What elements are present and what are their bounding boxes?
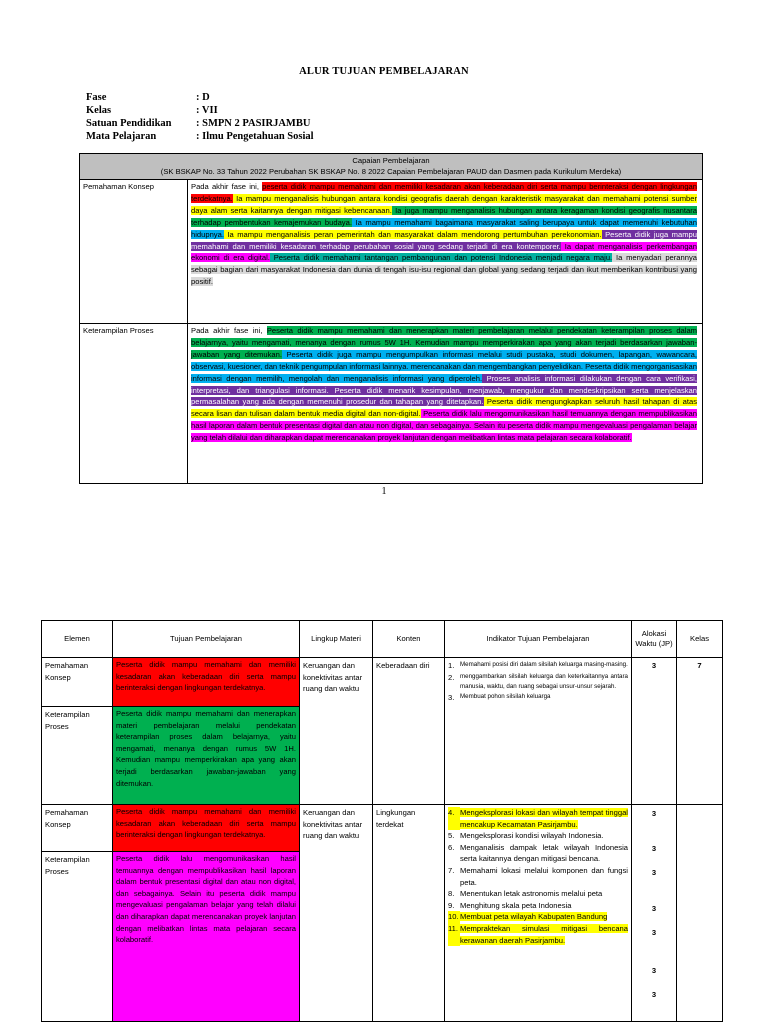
table-row-lingkup: Keruangan dan konektivitas antar ruang dan waktu bbox=[300, 805, 373, 1022]
table-row-indikator bbox=[445, 658, 632, 805]
capaian-element-keterampilan: Keterampilan Proses bbox=[80, 324, 188, 484]
list-item bbox=[448, 888, 628, 900]
list-item-text: Menentukan letak astronomis melalui peta bbox=[460, 889, 603, 899]
list-item-text: Membuat peta wilayah Kabupaten Bandung bbox=[460, 912, 608, 922]
list-item bbox=[448, 842, 628, 865]
page-number: 1 bbox=[381, 486, 387, 497]
list-item bbox=[448, 672, 628, 693]
list-item-number: 3. bbox=[448, 693, 455, 703]
header-alokasi: Alokasi Waktu (JP) bbox=[632, 621, 677, 658]
alokasi-value: 3 bbox=[651, 868, 657, 877]
list-item-number: 2. bbox=[448, 672, 455, 682]
capaian-segment: Peserta didik mengungkapkan seluruh hasil tahapan di atas secara lisan dan tulisan dalam bentuk media digital dan non-digital. bbox=[191, 397, 697, 419]
meta-fase: Fase : D bbox=[86, 92, 210, 103]
meta-kelas: Kelas : VII bbox=[86, 105, 218, 116]
table-row-indikator bbox=[445, 805, 632, 1022]
header-konten: Konten bbox=[373, 621, 445, 658]
header-elemen: Elemen bbox=[42, 621, 113, 658]
tujuan-pembelajaran-table bbox=[41, 620, 723, 1022]
header-indikator: Indikator Tujuan Pembelajaran bbox=[445, 621, 632, 658]
list-item bbox=[448, 900, 628, 912]
list-item bbox=[448, 807, 628, 830]
alokasi-value: 3 bbox=[651, 904, 657, 913]
table-row-tujuan: Peserta didik mampu memahami dan memiliki kesadaran akan keberadaan diri serta mampu berinteraksi dengan lingkungan terdekatnya. bbox=[113, 658, 300, 707]
alokasi-value: 3 bbox=[651, 990, 657, 999]
indikator-list bbox=[448, 660, 628, 704]
list-item-number: 8. bbox=[448, 889, 455, 899]
table-row-elemen: Pemahaman Konsep bbox=[42, 805, 113, 852]
list-item-number: 7. bbox=[448, 865, 455, 875]
capaian-segment: peserta didik mampu memahami dan memiliki kesadaran akan keberadaan diri serta mampu berinteraksi dengan lingkungan terdekatnya. bbox=[191, 182, 697, 203]
capaian-segment: Peserta didik juga mampu mengumpulkan informasi melalui studi pustaka, studi dokumen, lapangan, wawancara, observasi, kuesioner, dan teknik pengumpulan informasi lainnya. merencanakan dan mengembangkan penyelidikan. Peserta didik mengorganisasikan informasi dengan memilih, mengolah dan menganalisis informasi yang diperoleh. bbox=[191, 349, 697, 383]
list-item-text: Memahami lokasi melalui komponen dan fungsi peta. bbox=[460, 865, 628, 887]
capaian-segment: Ia mampu memahami bagaimana masyarakat saling berupaya untuk dapat memenuhi kebutuhan hidupnya. bbox=[191, 217, 697, 239]
list-item-text: Menghitung skala peta Indonesia bbox=[460, 900, 572, 910]
table-row-alokasi bbox=[632, 805, 677, 1022]
capaian-segment: Proses analisis informasi dilakukan dengan cara verifikasi, interpretasi, dan triangulasi informasi. Peserta didik menarik kesimpulan, menjawab, mengukur dan mendeskripsikan serta menjelaskan permasalahan yang ada dengan memenuhi prosedur dan tahapan yang ditetapkan. bbox=[191, 373, 697, 407]
table-row-tujuan: Peserta didik mampu memahami dan menerapkan materi pembelajaran melalui pendekatan keterampilan proses dalam belajarnya, yaitu mengamati, menanya dengan rumus 5W 1H. Kemudian mampu memperkirakan apa yang akan terjadi berdasarkan jawaban-jawaban yang ditemukan. bbox=[113, 707, 300, 805]
meta-satuan-pendidikan: Satuan Pendidikan : SMPN 2 PASIRJAMBU bbox=[86, 118, 311, 129]
list-item-number: 5. bbox=[448, 831, 455, 841]
table-row-kelas-empty bbox=[677, 805, 723, 1022]
list-item-number: 6. bbox=[448, 842, 455, 852]
capaian-segment: Peserta didik memahami tantangan pembangunan dan potensi Indonesia menjadi negara maju. bbox=[269, 253, 613, 263]
table-row-tujuan: Peserta didik mampu memahami dan memiliki kesadaran akan keberadaan diri serta mampu berinteraksi dengan lingkungan terdekatnya. bbox=[113, 805, 300, 852]
table-row-tujuan: Peserta didik lalu mengomunikasikan hasil temuannya dengan mempublikasikan hasil laporan dalam bentuk presentasi digital dan atau non digital, dan sebagainya. Selain itu peserta didik mampu mengevaluasi pengalaman belajar yang telah dilalui dan diharapkan dapat merencanakan proyek lanjutan dengan melibatkan lintas mata pelajaran secara kolaboratif. bbox=[113, 852, 300, 1022]
list-item-text: Mengeksplorasi kondisi wilayah Indonesia. bbox=[460, 831, 604, 841]
capaian-heading-cell bbox=[80, 154, 703, 180]
capaian-heading: Capaian Pembelajaran bbox=[352, 156, 430, 165]
list-item-number: 11. bbox=[448, 923, 460, 946]
table-row-elemen: Pemahaman Konsep bbox=[42, 658, 113, 707]
capaian-segment: Ia juga mampu menganalisis hubungan antara keragaman kondisi geografis nusantara terhadap pembentukan kemajemukan budaya. bbox=[191, 205, 697, 227]
capaian-text-pemahaman bbox=[188, 180, 703, 324]
list-item bbox=[448, 865, 628, 888]
list-item-text: Mengeksplorasi lokasi dan wilayah tempat tinggal mencakup Kecamatan Pasirjambu. bbox=[460, 808, 628, 829]
list-item-number: 10. bbox=[448, 912, 459, 922]
capaian-text-keterampilan bbox=[188, 324, 703, 484]
capaian-segment: Peserta didik juga mampu memahami dan memiliki kesadaran terhadap perubahan sosial yang sedang terjadi di era kontemporer. bbox=[191, 229, 697, 251]
table-row-konten: Lingkungan terdekat bbox=[373, 805, 445, 1022]
alokasi-value: 3 bbox=[651, 844, 657, 853]
capaian-pembelajaran-table bbox=[79, 153, 703, 484]
list-item-text: Memahami posisi diri dalam silsilah keluarga masing-masing. bbox=[460, 661, 628, 668]
table-row-konten: Keberadaan diri bbox=[373, 658, 445, 805]
document-meta bbox=[86, 91, 314, 143]
list-item-text: menggambarkan silsilah keluarga dan keterkaitannya antara manusia, waktu, dan ruang sebagai unsur-unsur sejarah. bbox=[460, 672, 628, 690]
table-row-elemen: Keterampilan Proses bbox=[42, 707, 113, 805]
header-tujuan: Tujuan Pembelajaran bbox=[113, 621, 300, 658]
list-item bbox=[448, 911, 628, 923]
alokasi-value: 3 bbox=[651, 809, 657, 818]
list-item bbox=[448, 830, 628, 842]
indikator-list bbox=[448, 807, 628, 946]
capaian-segment: Peserta didik lalu mengomunikasikan hasil temuannya dengan mempublikasikan hasil laporan dalam bentuk presentasi digital dan atau non digital, dan sebagainya. Selain itu peserta didik mampu mengevaluasi pengalaman belajar yang telah dilalui dan diharapkan dapat merencanakan proyek lanjutan dengan melibatkan lintas mata pelajaran secara kolaboratif. bbox=[191, 409, 698, 443]
table-row-lingkup: Keruangan dan konektivitas antar ruang dan waktu bbox=[300, 658, 373, 805]
list-item-number: 1. bbox=[448, 661, 455, 670]
list-item-text: Membuat pohon silsilah keluarga bbox=[460, 693, 551, 701]
meta-mata-pelajaran: Mata Pelajaran : Ilmu Pengetahuan Sosial bbox=[86, 131, 314, 142]
list-item bbox=[448, 692, 628, 704]
table-row-elemen: Keterampilan Proses bbox=[42, 852, 113, 1022]
list-item bbox=[448, 923, 628, 946]
list-item-text: Menganalisis dampak letak wilayah Indonesia serta kaitannya dengan mitigasi bencana. bbox=[460, 842, 628, 864]
capaian-segment: Peserta didik mampu memahami dan menerapkan materi pembelajaran melalui pendekatan keterampilan proses dalam belajarnya, yaitu mengamati, menanya dengan rumus 5W 1H. Kemudian mampu memperkirakan apa yang akan terjadi berdasarkan jawaban-jawaban yang ditemukan. bbox=[191, 326, 697, 359]
capaian-element-pemahaman: Pemahaman Konsep bbox=[80, 180, 188, 324]
capaian-segment: Ia menyadari perannya sebagai bagian dari masyarakat Indonesia dan dunia di tengah isu-isu regional dan global yang sedang terjadi dan ikut memberikan kontribusi yang positif. bbox=[191, 253, 697, 287]
capaian-segment: Ia dapat menganalisis perkembangan ekonomi di era digital. bbox=[191, 241, 697, 263]
capaian-segment: Pada akhir fase ini, bbox=[191, 326, 267, 335]
capaian-subheading: (SK BSKAP No. 33 Tahun 2022 Perubahan SK BSKAP No. 8 2022 Capaian Pembelajaran PAUD dan Dasmen pada Kurikulum Merdeka) bbox=[160, 166, 622, 176]
alokasi-value: 3 bbox=[651, 928, 657, 937]
header-kelas: Kelas bbox=[677, 621, 723, 658]
capaian-segment: Pada akhir fase ini, bbox=[191, 182, 263, 191]
header-lingkup: Lingkup Materi bbox=[300, 621, 373, 658]
list-item-text: Mempraktekan simulasi mitigasi bencana kerawanan daerah Pasirjambu. bbox=[460, 923, 628, 945]
capaian-segment: Ia mampu menganalisis hubungan antara kondisi geografis daerah dengan karakteristik masyarakat dan memahami potensi sumber daya alam serta kaitannya dengan mitigasi kebencanaan. bbox=[191, 193, 697, 215]
list-item-number: 4. bbox=[448, 807, 460, 830]
alokasi-value: 3 bbox=[651, 966, 657, 975]
document-title: ALUR TUJUAN PEMBELAJARAN bbox=[299, 66, 469, 77]
list-item-number: 9. bbox=[448, 900, 455, 910]
capaian-segment: Ia mampu menganalisis peran pemerintah dan masyarakat dalam mendorong pertumbuhan perekonomian. bbox=[223, 229, 602, 239]
list-item bbox=[448, 660, 628, 672]
table-row-kelas: 7 bbox=[677, 658, 723, 805]
table-row-alokasi: 3 bbox=[632, 658, 677, 805]
